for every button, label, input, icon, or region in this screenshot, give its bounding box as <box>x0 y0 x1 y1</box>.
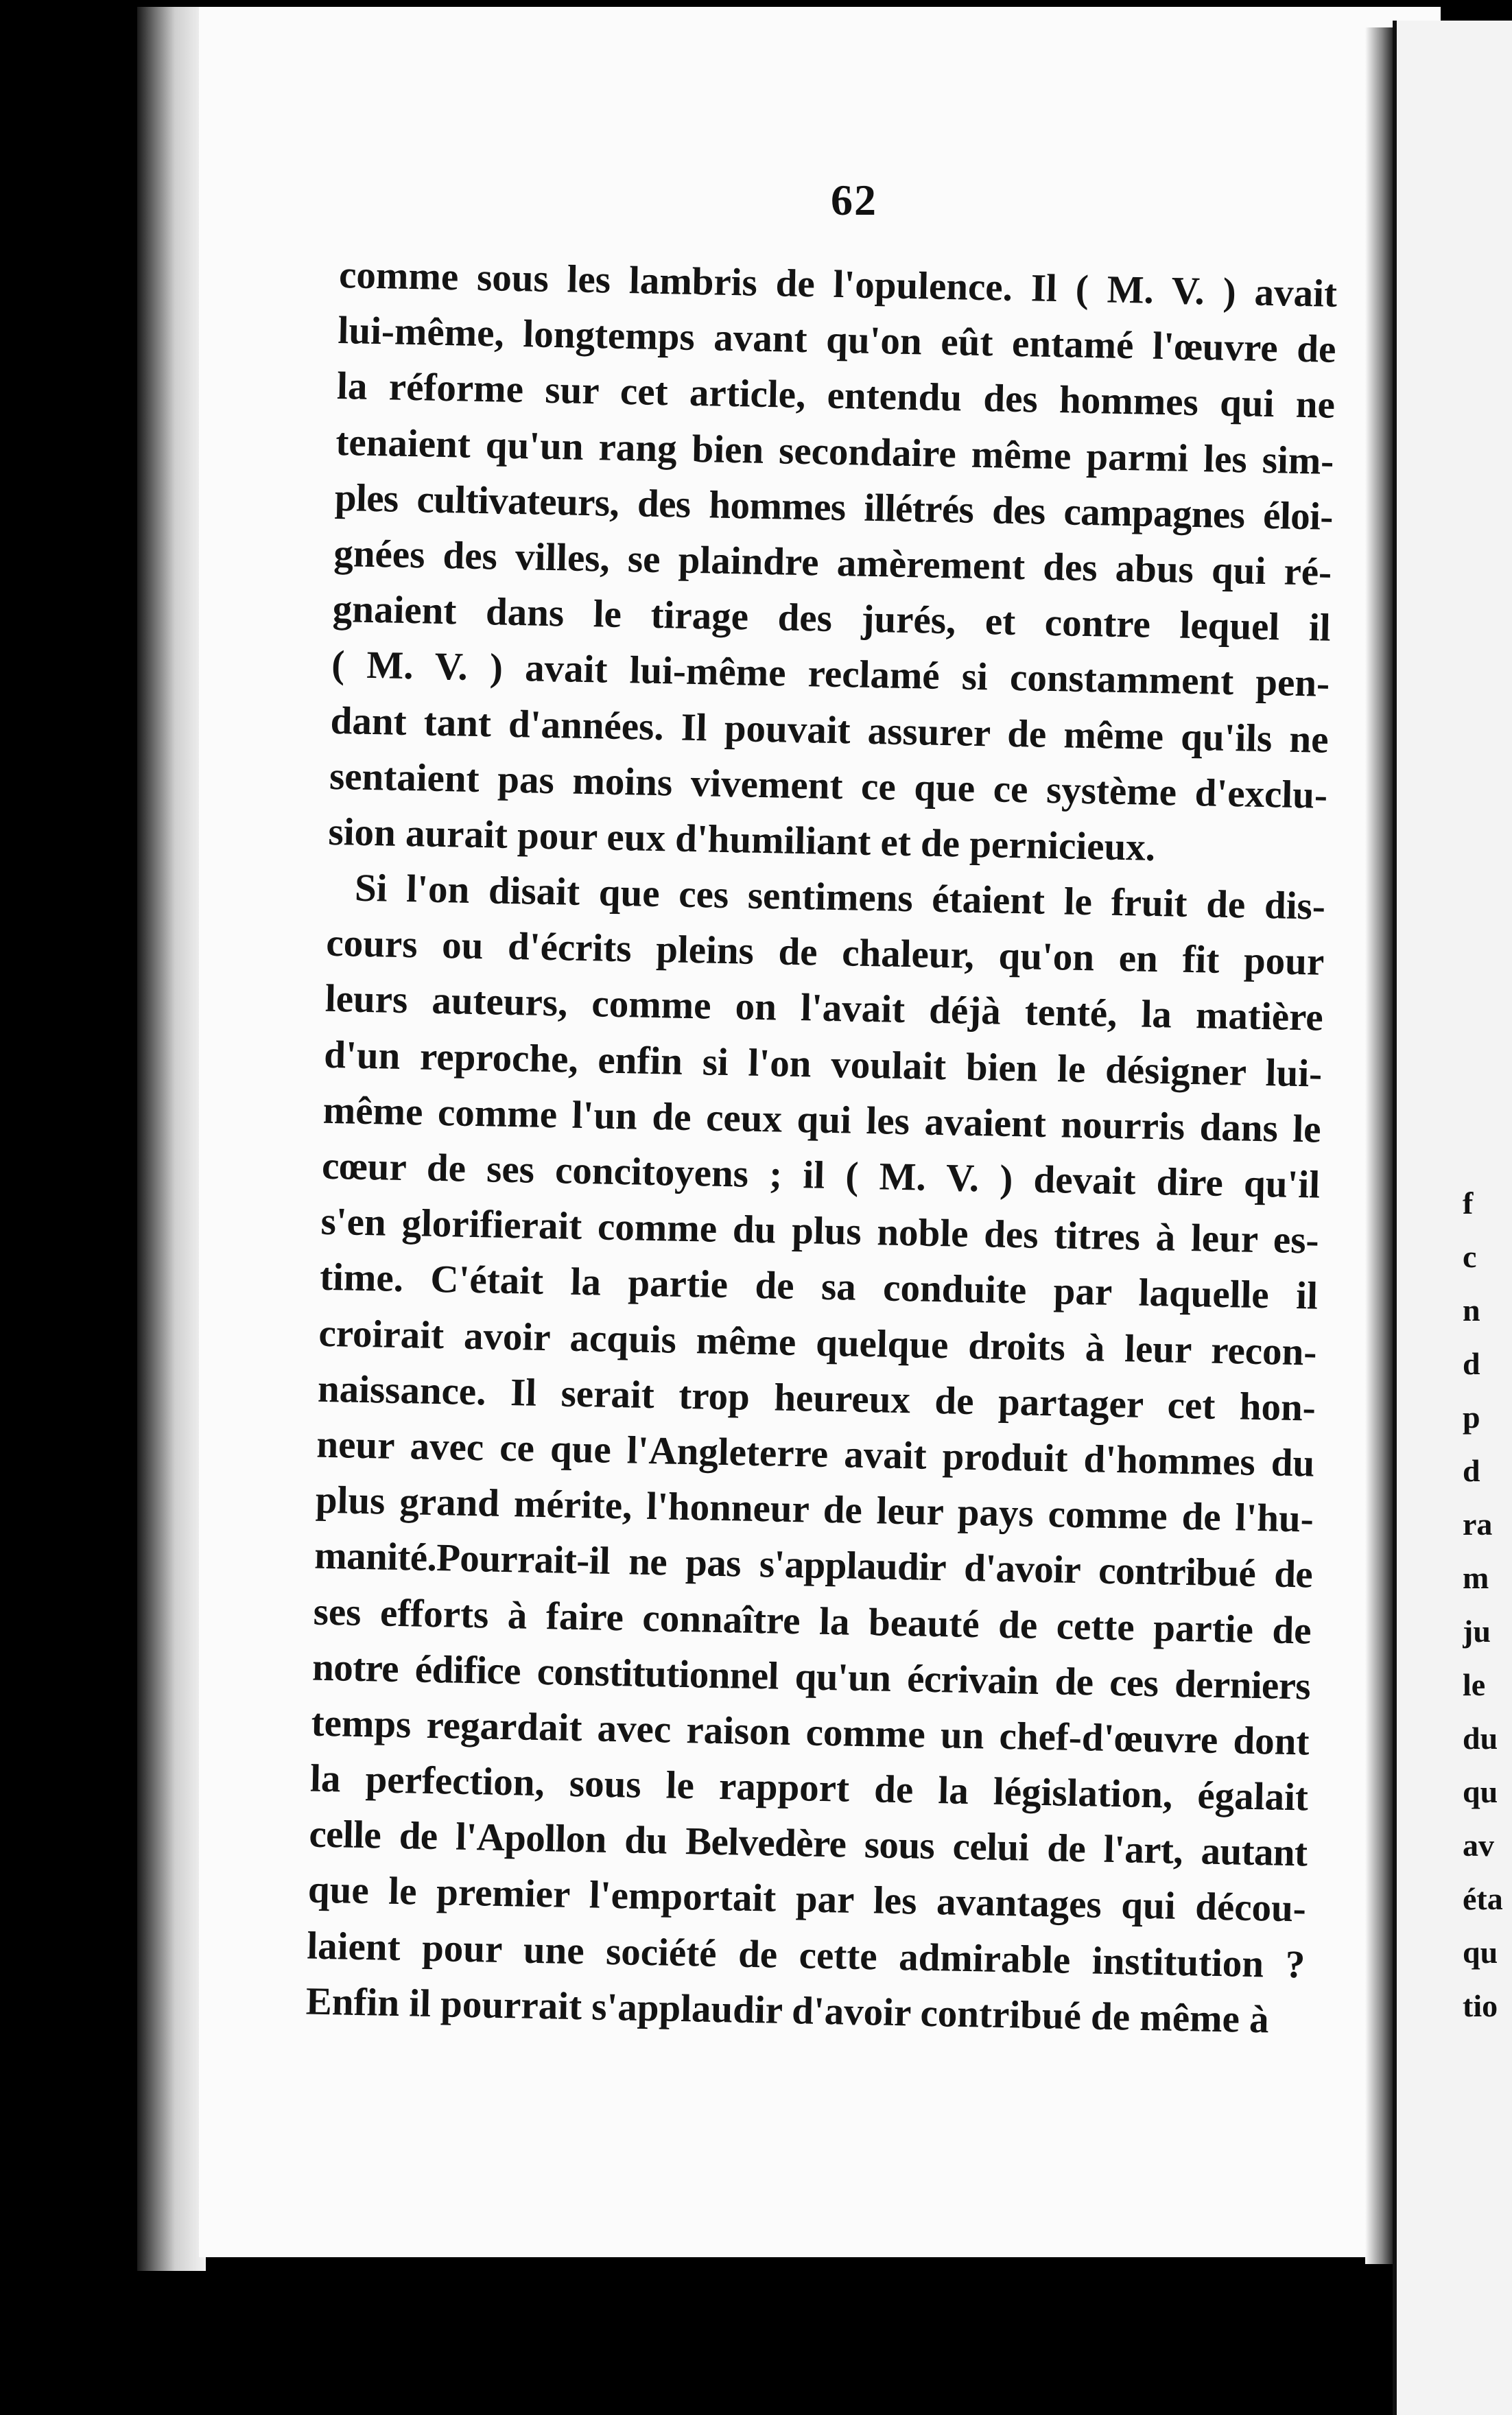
facing-fragment: c <box>1463 1239 1477 1274</box>
text-line: dant tant d'années. Il pouvait assurer de même qu'ils ne <box>330 698 1330 762</box>
text-line: ( M. V. ) avait lui-même reclamé si constamment pen- <box>331 643 1330 706</box>
page-number: 62 <box>831 176 877 224</box>
text-line: cours ou d'écrits pleins de chaleur, qu'on en fit pour <box>325 921 1325 984</box>
text-line: manité.Pourrait-il ne pas s'applaudir d'avoir contribué de <box>314 1533 1313 1597</box>
text-line: laient pour une société de cette admirable institution ? <box>306 1924 1306 1987</box>
text-line: gnées des villes, se plaindre amèrement des abus qui ré- <box>333 531 1332 594</box>
text-line: Enfin il pourrait s'applaudir d'avoir contribué de même à <box>305 1979 1270 2042</box>
text-line: celle de l'Apollon du Belvedère sous celui de l'art, autant <box>308 1812 1308 1875</box>
facing-fragment: qu <box>1463 1774 1498 1809</box>
facing-fragment: f <box>1463 1186 1474 1221</box>
text-line: sion aurait pour eux d'humiliant et de pernicieux. <box>328 810 1156 869</box>
book-binding-edge <box>137 7 206 2271</box>
text-line: que le premier l'emportait par les avantages qui décou- <box>307 1868 1307 1931</box>
text-line: croirait avoir acquis même quelque droits à leur recon- <box>318 1311 1317 1374</box>
facing-fragment: d <box>1463 1346 1480 1381</box>
facing-fragment: m <box>1463 1560 1489 1595</box>
text-line: d'un reproche, enfin si l'on voulait bien le désigner lui- <box>323 1033 1323 1096</box>
text-line: la réforme sur cet article, entendu des hommes qui ne <box>336 364 1336 427</box>
text-line: tenaient qu'un rang bien secondaire même parmi les sim- <box>335 420 1334 483</box>
facing-fragment: av <box>1463 1828 1494 1863</box>
page-gutter-shadow <box>1365 27 1393 2264</box>
text-line: naissance. Il serait trop heureux de partager cet hon- <box>317 1367 1316 1430</box>
facing-fragment: du <box>1463 1721 1498 1756</box>
text-line: sentaient pas moins vivement ce que ce système d'exclu- <box>329 754 1328 817</box>
text-line: notre édifice constitutionnel qu'un écrivain de ces derniers <box>311 1645 1311 1708</box>
text-line: comme sous les lambris de l'opulence. Il ( M. V. ) avait <box>338 252 1338 316</box>
text-line: la perfection, sous le rapport de la législation, égalait <box>309 1756 1309 1819</box>
facing-fragment: tio <box>1463 1988 1498 2023</box>
body-text <box>305 247 1338 2048</box>
facing-fragment: le <box>1463 1667 1486 1702</box>
facing-fragment: éta <box>1463 1881 1503 1916</box>
text-line: temps regardait avec raison comme un chef-d'œuvre dont <box>311 1701 1310 1764</box>
text-line: leurs auteurs, comme on l'avait déjà tenté, la matière <box>324 977 1324 1040</box>
facing-page-text <box>1463 1177 1512 2033</box>
facing-fragment: qu <box>1463 1935 1498 1970</box>
facing-fragment: n <box>1463 1293 1480 1328</box>
text-line: Si l'on disait que ces sentimens étaient le fruit de dis- <box>354 866 1326 928</box>
text-line: neur avec ce que l'Angleterre avait produit d'hommes du <box>316 1422 1315 1485</box>
facing-fragment: p <box>1463 1400 1480 1435</box>
text-line: s'en glorifierait comme du plus noble des titres à leur es- <box>320 1199 1320 1262</box>
text-line: gnaient dans le tirage des jurés, et contre lequel il <box>332 587 1332 650</box>
text-line: lui-même, longtemps avant qu'on eût entamé l'œuvre de <box>338 309 1337 372</box>
text-line: plus grand mérite, l'honneur de leur pays comme de l'hu- <box>315 1478 1314 1541</box>
text-line: même comme l'un de ceux qui les avaient nourris dans le <box>322 1088 1322 1151</box>
text-line: ples cultivateurs, des hommes illétrés des campagnes éloi- <box>334 475 1334 539</box>
text-line: time. C'était la partie de sa conduite par laquelle il <box>319 1256 1319 1319</box>
text-line: cœur de ses concitoyens ; il ( M. V. ) devait dire qu'il <box>321 1144 1321 1207</box>
facing-fragment: ju <box>1463 1614 1491 1649</box>
facing-fragment: d <box>1463 1453 1480 1488</box>
facing-fragment: ra <box>1463 1507 1493 1542</box>
text-line: ses efforts à faire connaître la beauté de cette partie de <box>313 1590 1312 1653</box>
